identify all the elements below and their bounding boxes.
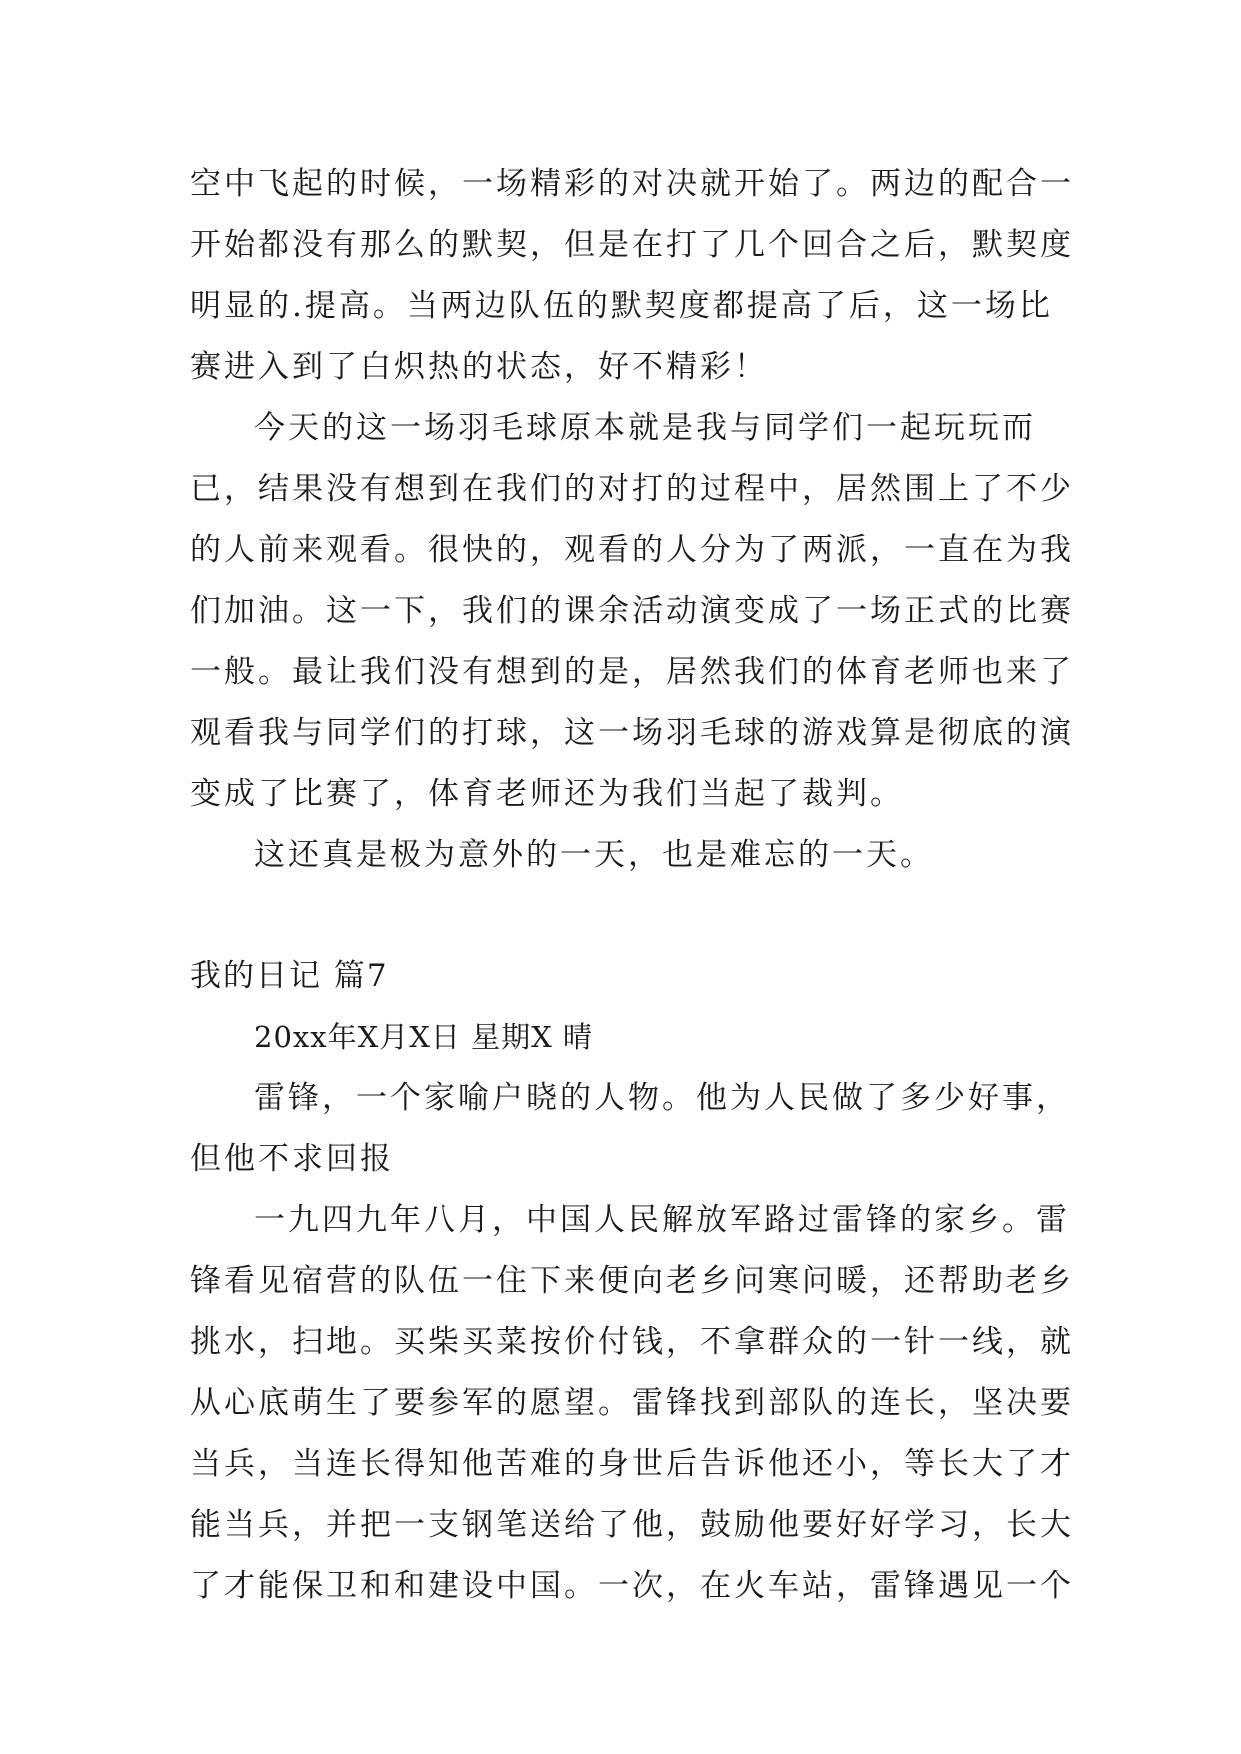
text-line: 今天的这一场羽毛球原本就是我与同学们一起玩玩而	[254, 410, 1036, 446]
text-line: 挑水，扫地。买柴买菜按价付钱，不拿群众的一针一线，就	[190, 1324, 1074, 1360]
paragraph-leifeng-story	[190, 1190, 1074, 1617]
document-body	[190, 154, 1074, 1617]
text-line: 从心底萌生了要参军的愿望。雷锋找到部队的连长，坚决要	[190, 1385, 1074, 1421]
text-line: 开始都没有那么的默契，但是在打了几个回合之后，默契度	[190, 227, 1074, 263]
text-line: 这还真是极为意外的一天，也是难忘的一天。	[254, 837, 934, 873]
text-line: 变成了比赛了，体育老师还为我们当起了裁判。	[190, 776, 904, 812]
text-line: 们加油。这一下，我们的课余活动演变成了一场正式的比赛	[190, 593, 1074, 629]
paragraph-leifeng-intro	[190, 1068, 1070, 1190]
text-line: 了才能保卫和和建设中国。一次，在火车站，雷锋遇见一个	[190, 1568, 1074, 1604]
text-line: 明显的.提高。当两边队伍的默契度都提高了后，这一场比	[190, 288, 1053, 324]
section-spacer	[190, 886, 1054, 946]
diary-heading: 我的日记 篇7	[190, 958, 389, 994]
text-line: 赛进入到了白炽热的状态，好不精彩！	[190, 349, 768, 385]
text-line: 锋看见宿营的队伍一住下来便向老乡问寒问暖，还帮助老乡	[190, 1263, 1074, 1299]
paragraph-continued	[190, 154, 1074, 398]
paragraph-closing	[190, 825, 1054, 886]
text-line: 一般。最让我们没有想到的是，居然我们的体育老师也来了	[190, 654, 1074, 690]
paragraph-badminton	[190, 398, 1074, 825]
text-line: 的人前来观看。很快的，观看的人分为了两派，一直在为我	[190, 532, 1074, 568]
text-line: 当兵，当连长得知他苦难的身世后告诉他还小，等长大了才	[190, 1446, 1074, 1482]
diary-dateline: 20xx年X月X日 星期X 晴	[254, 1020, 593, 1054]
text-line: 一九四九年八月，中国人民解放军路过雷锋的家乡。雷	[254, 1202, 1070, 1238]
text-line: 能当兵，并把一支钢笔送给了他，鼓励他要好好学习，长大	[190, 1507, 1074, 1543]
text-line: 已，结果没有想到在我们的对打的过程中，居然围上了不少	[190, 471, 1074, 507]
text-line: 空中飞起的时候，一场精彩的对决就开始了。两边的配合一	[190, 166, 1074, 202]
text-line: 但他不求回报	[190, 1141, 394, 1177]
text-line: 观看我与同学们的打球，这一场羽毛球的游戏算是彻底的演	[190, 715, 1074, 751]
text-line: 雷锋，一个家喻户晓的人物。他为人民做了多少好事，	[254, 1080, 1070, 1116]
